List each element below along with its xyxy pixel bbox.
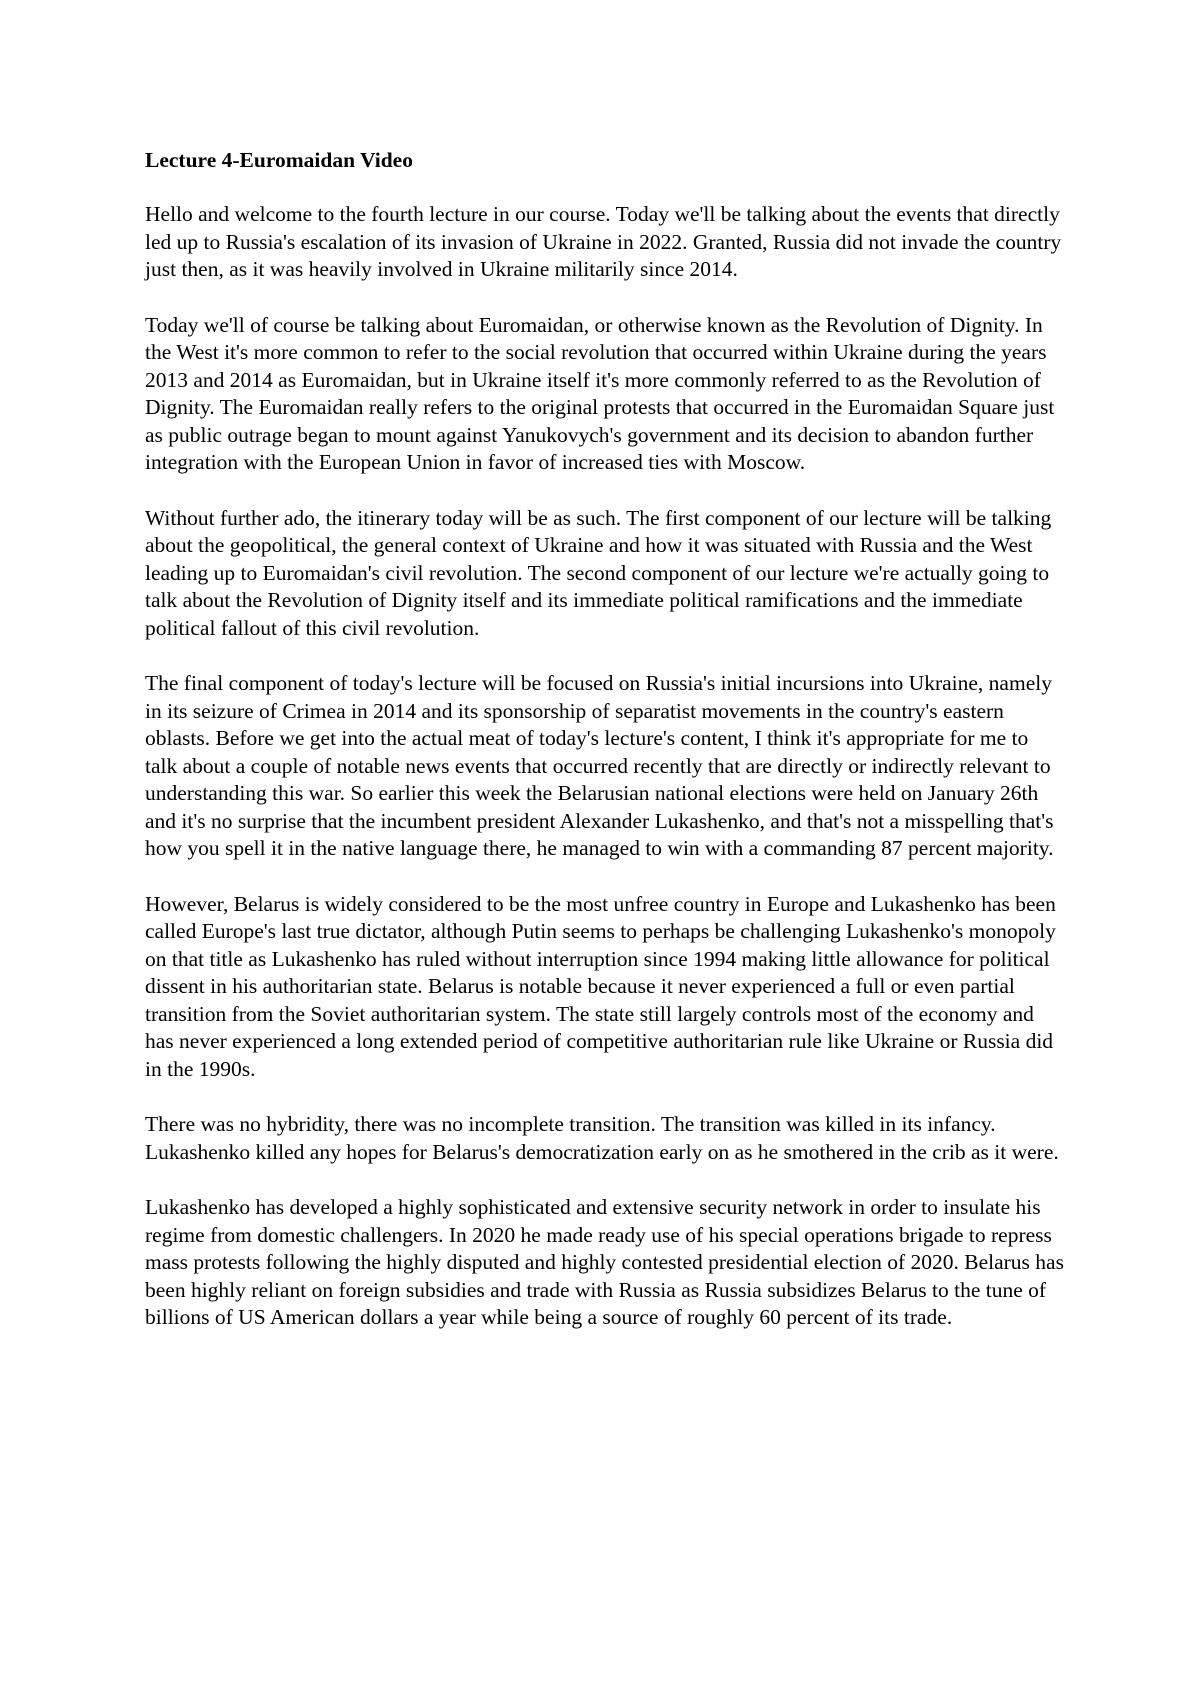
paragraph-hybridity: There was no hybridity, there was no incomplete transition. The transition was killed in its infancy. Lukashenko killed any hopes for Belarus's democratization early on as he smothered in the crib as it were. [145,1112,1059,1164]
document-body [145,146,1065,1332]
paragraph-security-network: Lukashenko has developed a highly sophisticated and extensive security network in order to insulate his regime from domestic challengers. In 2020 he made ready use of his special operations brigade to repress mass protests following the highly disputed and highly contested presidential election of 2020. Belarus has been highly reliant on foreign subsidies and trade with Russia as Russia subsidizes Belarus to the tune of billions of US American dollars a year while being a source of roughly 60 percent of its trade. [145,1195,1064,1329]
paragraph-euromaidan: Today we'll of course be talking about Euromaidan, or otherwise known as the Revolution of Dignity. In the West it's more common to refer to the social revolution that occurred within Ukraine during the years 2013 and 2014 as Euromaidan, but in Ukraine itself it's more commonly referred to as the Revolution of Dignity. The Euromaidan really refers to the original protests that occurred in the Euromaidan Square just as public outrage began to mount against Yanukovych's government and its decision to abandon further integration with the European Union in favor of increased ties with Moscow. [145,312,1055,474]
paragraph-introduction: Hello and welcome to the fourth lecture in our course. Today we'll be talking about the events that directly led up to Russia's escalation of its invasion of Ukraine in 2022. Granted, Russia did not invade the country just then, as it was heavily involved in Ukraine militarily since 2014. [145,202,1062,281]
paragraph-belarus: However, Belarus is widely considered to be the most unfree country in Europe and Lukashenko has been called Europe's last true dictator, although Putin seems to perhaps be challenging Lukashenko's monopoly on that title as Lukashenko has ruled without interruption since 1994 making little allowance for political dissent in his authoritarian state. Belarus is notable because it never experienced a full or even partial transition from the Soviet authoritarian system. The state still largely controls most of the economy and has never experienced a long extended period of competitive authoritarian rule like Ukraine or Russia did in the 1990s. [145,891,1056,1081]
paragraph-itinerary: Without further ado, the itinerary today will be as such. The first component of our lecture will be talking about the geopolitical, the general context of Ukraine and how it was situated with Russia and the West leading up to Euromaidan's civil revolution. The second component of our lecture we're actually going to talk about the Revolution of Dignity itself and its immediate political ramifications and the immediate political fallout of this civil revolution. [145,505,1052,640]
document-title: Lecture 4-Euromaidan Video [145,148,413,172]
paragraph-final-component: The final component of today's lecture will be focused on Russia's initial incursions into Ukraine, namely in its seizure of Crimea in 2014 and its sponsorship of separatist movements in the country's eastern oblasts. Before we get into the actual meat of today's lecture's content, I think it's appropriate for me to talk about a couple of notable news events that occurred recently that are directly or indirectly relevant to understanding this war. So earlier this week the Belarusian national elections were held on January 26th and it's no surprise that the incumbent president Alexander Lukashenko, and that's not a misspelling that's how you spell it in the native language there, he managed to win with a commanding 87 percent majority. [145,671,1054,860]
